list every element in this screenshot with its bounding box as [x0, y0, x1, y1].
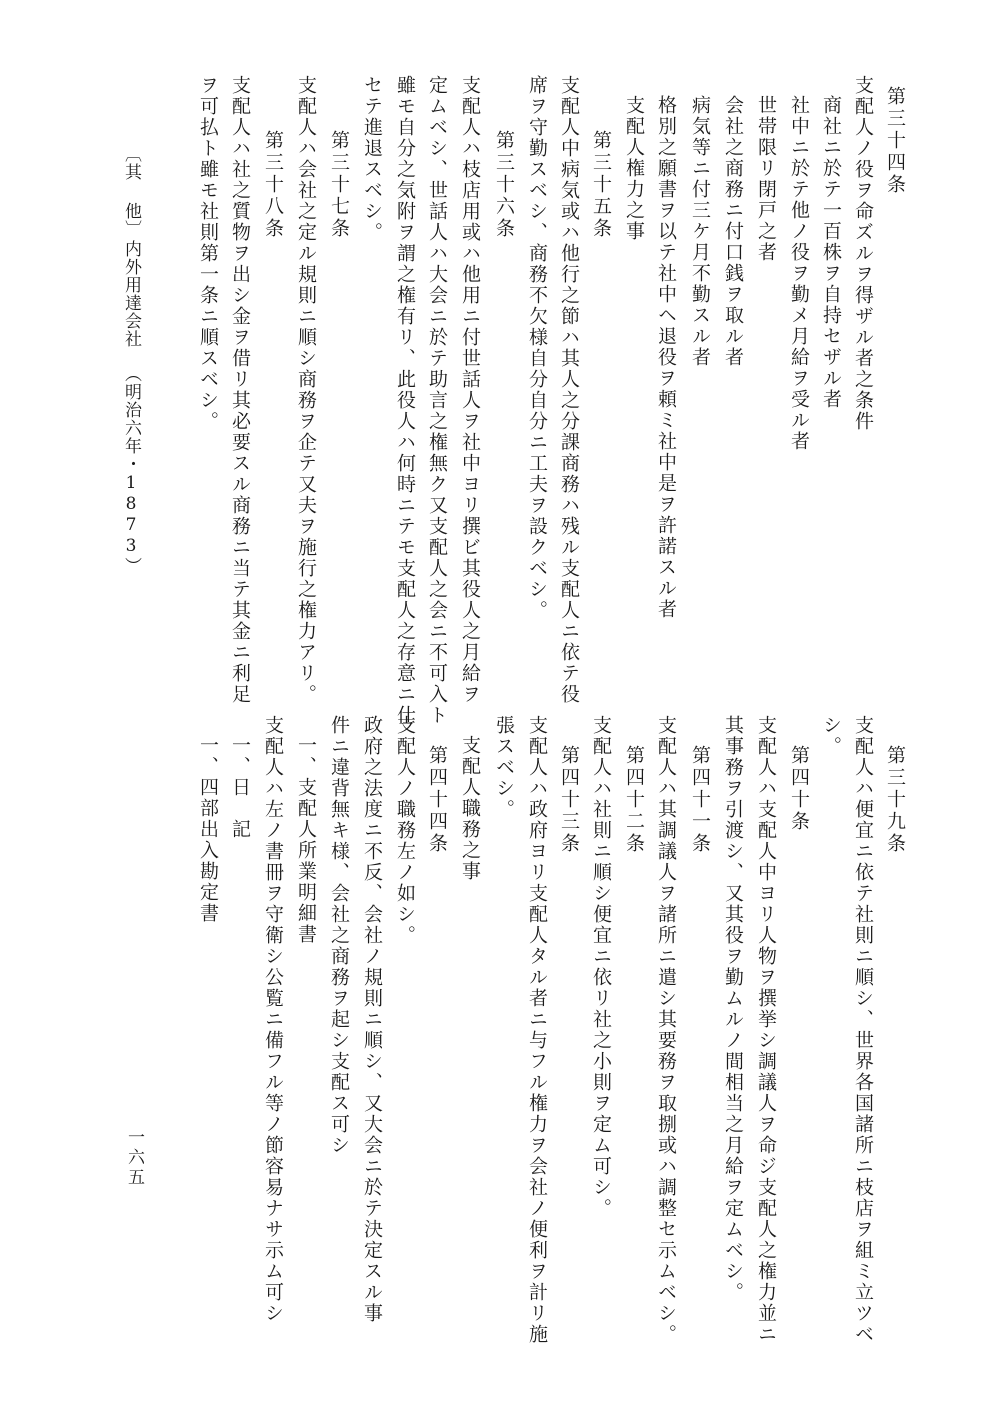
- article-40-line: 其事務ヲ引渡シ、又其役ヲ勤ムルノ間相当之月給ヲ定ムベシ。: [722, 715, 744, 1303]
- article-35-line: 席ヲ守勤スベシ、商務不欠様自分自分ニ工夫ヲ設クベシ。: [526, 75, 548, 621]
- article-39-heading: 第三十九条: [884, 745, 906, 855]
- article-39-line: シ。: [820, 715, 842, 757]
- article-44-line: 政府之法度ニ不反、会社ノ規則ニ順シ、又大会ニ於テ決定スル事: [361, 715, 383, 1324]
- article-37-line: 支配人ハ会社之定ル規則ニ順シ商務ヲ企テ又夫ヲ施行之権力アリ。: [295, 75, 317, 705]
- article-34-item: 商社ニ於テ一百株ヲ自持セザル者: [820, 95, 842, 410]
- article-38-heading: 第三十八条: [262, 130, 284, 240]
- footer-date: （明治六年・1873）: [121, 365, 141, 575]
- footer-title: 内外用達会社: [121, 240, 141, 348]
- article-35-line: 支配人中病気或ハ他行之節ハ其人之分課商務ハ残ル支配人ニ依テ役: [558, 75, 580, 705]
- section-title-authority: 支配人権力之事: [623, 95, 645, 242]
- article-44-line: 一、支配人所業明細書: [295, 735, 317, 945]
- article-42-line: 支配人ハ社則ニ順シ便宜ニ依リ社之小則ヲ定ム可シ。: [590, 715, 612, 1219]
- article-44-line: 件ニ違背無キ様、会社之商務ヲ起シ支配ス可シ: [328, 715, 350, 1156]
- article-36-line: 支配人ハ枝店用或ハ他用ニ付世話人ヲ社中ヨリ撰ビ其役人之月給ヲ: [459, 75, 481, 705]
- article-37-heading: 第三十七条: [328, 130, 350, 240]
- footer-category: 〔其 他〕: [121, 145, 141, 238]
- article-43-heading: 第四十三条: [558, 745, 580, 855]
- article-36-heading: 第三十六条: [493, 130, 515, 240]
- article-43-line: 張スベシ。: [493, 715, 515, 820]
- article-34-item: 社中ニ於テ他ノ役ヲ勤メ月給ヲ受ル者: [788, 95, 810, 452]
- article-44-line: 支配人ノ職務左ノ如シ。: [394, 715, 416, 946]
- section-title-duties: 支配人職務之事: [459, 735, 481, 882]
- article-35-heading: 第三十五条: [590, 130, 612, 240]
- article-36-line: 定ムベシ、世話人ハ大会ニ於テ助言之権無ク又支配人之会ニ不可入ト: [426, 75, 448, 726]
- article-42-heading: 第四十二条: [623, 745, 645, 855]
- article-44-heading: 第四十四条: [426, 745, 448, 855]
- article-36-line: セテ進退スベシ。: [361, 75, 383, 243]
- article-41-heading: 第四十一条: [689, 745, 711, 855]
- article-44-line: 一、四部出入勘定書: [197, 735, 219, 924]
- article-40-heading: 第四十条: [788, 745, 810, 833]
- article-34-heading: 第三十四条: [884, 86, 906, 196]
- article-34-item: 格別之願書ヲ以テ社中ヘ退役ヲ頼ミ社中是ヲ許諾スル者: [655, 95, 677, 620]
- article-38-line: 支配人ハ社之質物ヲ出シ金ヲ借リ其必要スル商務ニ当テ其金ニ利足: [229, 75, 251, 705]
- article-40-line: 支配人ハ支配人中ヨリ人物ヲ撰挙シ調議人ヲ命ジ支配人之権力並ニ: [755, 715, 777, 1345]
- article-39-line: 支配人ハ便宜ニ依テ社則ニ順シ、世界各国諸所ニ枝店ヲ組ミ立ツベ: [852, 715, 874, 1345]
- article-36-line: 雖モ自分之気附ヲ謂之権有リ、此役人ハ何時ニテモ支配人之存意ニ仕: [394, 75, 416, 726]
- article-41-line: 支配人ハ其調議人ヲ諸所ニ遣シ其要務ヲ取捌或ハ調整セ示ムベシ。: [655, 715, 677, 1345]
- article-34-item: 会社之商務ニ付口銭ヲ取ル者: [722, 95, 744, 368]
- article-34-intro: 支配人ノ役ヲ命ズルヲ得ザル者之条件: [852, 75, 874, 432]
- article-43-line: 支配人ハ政府ヨリ支配人タル者ニ与フル権力ヲ会社ノ便利ヲ計リ施: [526, 715, 548, 1345]
- article-34-item: 病気等ニ付三ケ月不勤スル者: [689, 95, 711, 368]
- article-44-line: 一、日 記: [229, 735, 251, 840]
- page-number: 一六五: [124, 1128, 144, 1188]
- article-34-item: 世帯限リ閉戸之者: [755, 95, 777, 263]
- article-38-line: ヲ可払ト雖モ社則第一条ニ順スベシ。: [197, 75, 219, 432]
- article-44-line: 支配人ハ左ノ書冊ヲ守衛シ公覧ニ備フル等ノ節容易ナサ示ム可シ: [262, 715, 284, 1324]
